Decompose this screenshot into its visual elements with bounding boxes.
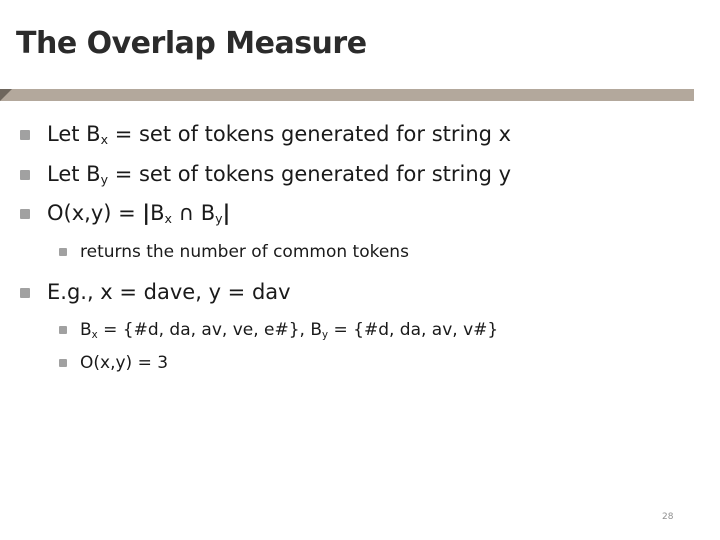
subscript: x	[164, 211, 172, 226]
bullet-tokens-x	[47, 122, 511, 146]
subscript: y	[100, 172, 109, 187]
square-bullet-icon	[20, 170, 30, 180]
intersection-operator: ∩	[171, 201, 201, 225]
subscript: y	[322, 330, 329, 341]
page-number: 28	[662, 512, 674, 522]
title-divider-cap	[0, 89, 12, 101]
subscript: y	[215, 211, 223, 226]
bullet-text: E.g., x = dave, y = dav	[47, 280, 291, 304]
sub-bullet-text: O(x,y) = 3	[80, 353, 169, 373]
formula-lhs: O(x,y) =	[47, 201, 143, 225]
bullet-text-post: = set of tokens generated for string x	[108, 122, 512, 146]
bullet-tokens-y	[47, 162, 511, 186]
square-bullet-icon	[59, 326, 67, 334]
cardinality-bar-right: |	[222, 201, 231, 225]
sub-bullet-text: returns the number of common tokens	[80, 242, 409, 262]
subscript: x	[91, 330, 98, 341]
square-bullet-icon	[20, 209, 30, 219]
bullet-text-pre: Let B	[47, 162, 101, 186]
sub-bullet-overlap-value	[80, 353, 168, 373]
square-bullet-icon	[20, 130, 30, 140]
square-bullet-icon	[59, 359, 67, 367]
token-set-pre: B	[80, 320, 92, 340]
subscript: x	[100, 132, 109, 147]
slide-title: The Overlap Measure	[16, 26, 367, 61]
token-set-post: = {#d, da, av, v#}	[328, 320, 499, 340]
square-bullet-icon	[20, 288, 30, 298]
title-divider	[0, 89, 694, 101]
square-bullet-icon	[59, 248, 67, 256]
set-bx: B	[150, 201, 165, 225]
set-by: B	[200, 201, 216, 225]
token-set-mid: = {#d, da, av, ve, e#}, B	[97, 320, 323, 340]
bullet-example	[47, 280, 291, 304]
bullet-text-pre: Let B	[47, 122, 101, 146]
bullet-text-post: = set of tokens generated for string y	[108, 162, 512, 186]
sub-bullet-common-tokens	[80, 242, 409, 262]
bullet-overlap-definition	[47, 201, 230, 225]
sub-bullet-token-sets	[80, 320, 498, 340]
cardinality-bar-left: |	[142, 201, 151, 225]
